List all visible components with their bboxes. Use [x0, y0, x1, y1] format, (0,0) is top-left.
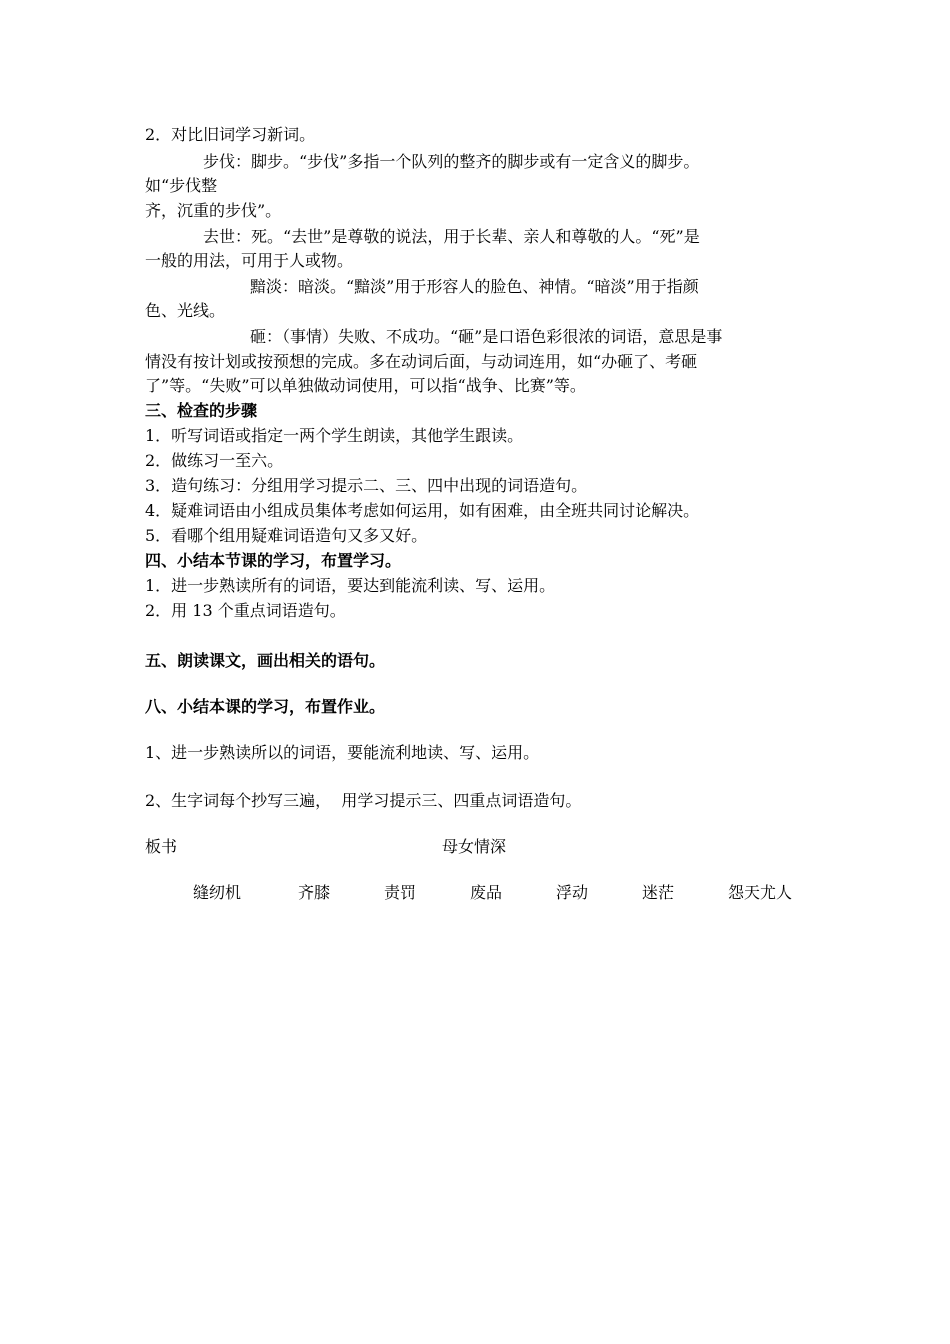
list-item: 1．听写词语或指定一两个学生朗读，其他学生跟读。 [145, 426, 524, 445]
board-term: 浮动 [556, 883, 589, 902]
board-term: 迷茫 [642, 883, 675, 902]
list-item: 5．看哪个组用疑难词语造句又多又好。 [145, 526, 428, 545]
buwu-definition-cont: 如“步伐整 [145, 176, 218, 195]
section-2-heading: 2．对比旧词学习新词。 [145, 125, 316, 144]
list-item: 3．造句练习：分组用学习提示二、三、四中出现的词语造句。 [145, 476, 588, 495]
za-definition: 砸：（事情）失败、不成功。“砸”是口语色彩很浓的词语，意思是事 [250, 327, 723, 346]
section-4-heading: 四、小结本节课的学习，布置学习。 [145, 551, 402, 570]
za-definition-cont: 情没有按计划或按预想的完成。多在动词后面，与动词连用，如“办砸了、考砸 [145, 352, 698, 371]
qushi-definition: 去世：死。“去世”是尊敬的说法，用于长辈、亲人和尊敬的人。“死”是 [203, 227, 700, 246]
list-item: 2．做练习一至六。 [145, 451, 284, 470]
andan-definition-cont: 色、光线。 [145, 301, 226, 320]
board-term: 怨天尤人 [728, 883, 793, 902]
buwu-definition: 步伐：脚步。“步伐”多指一个队列的整齐的脚步或有一定含义的脚步。 [203, 152, 700, 171]
board-term: 责罚 [384, 883, 417, 902]
list-item: 4．疑难词语由小组成员集体考虑如何运用，如有困难，由全班共同讨论解决。 [145, 501, 700, 520]
board-term: 齐膝 [298, 883, 331, 902]
section-3-heading: 三、检查的步骤 [145, 401, 258, 420]
list-item: 1、进一步熟读所以的词语，要能流利地读、写、运用。 [145, 743, 540, 762]
buwu-definition-end: 齐，沉重的步伐”。 [145, 201, 282, 220]
board-term: 废品 [470, 883, 503, 902]
list-item: 1．进一步熟读所有的词语，要达到能流利读、写、运用。 [145, 576, 556, 595]
board-term: 缝纫机 [193, 883, 242, 902]
section-8-heading: 八、小结本课的学习，布置作业。 [145, 697, 386, 716]
board-label: 板书 [145, 837, 178, 856]
qushi-definition-cont: 一般的用法，可用于人或物。 [145, 251, 354, 270]
list-item: 2、生字词每个抄写三遍， 用学习提示三、四重点词语造句。 [145, 791, 582, 810]
list-item: 2．用 13 个重点词语造句。 [145, 601, 346, 620]
section-5-heading: 五、朗读课文，画出相关的语句。 [145, 651, 386, 670]
za-definition-end: 了”等。“失败”可以单独做动词使用，可以指“战争、比赛”等。 [145, 376, 586, 395]
andan-definition: 黯淡：暗淡。“黯淡”用于形容人的脸色、神情。“暗淡”用于指颜 [250, 277, 699, 296]
board-title: 母女情深 [442, 837, 507, 856]
